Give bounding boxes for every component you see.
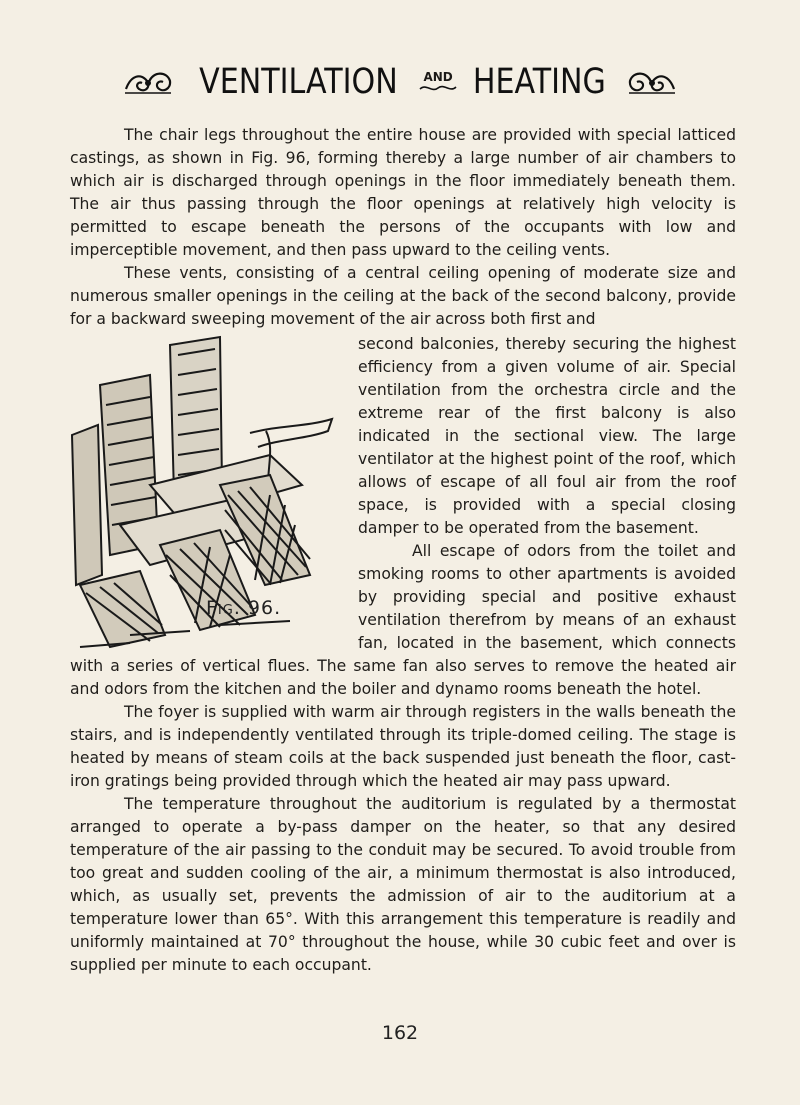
body-text-top xyxy=(70,124,736,331)
paragraph-2: These vents, consisting of a central ceiling opening of moderate size and numerous smaller openings in the ceiling at the back of the second balcony, provide for a backward sweeping movement of the air across both first and xyxy=(70,264,736,328)
paragraph-3: second balconies, thereby securing the highest efficiency from a given volume of air. Special ventilation from the orchestra circle and the extreme rear of the first balcony is also indicated in the sectional view. The large ventilator at the highest point of the roof, which allows of escape of all foul air from the roof space, is provided with a special closing damper to be operated from the basement. xyxy=(358,335,736,537)
page-header xyxy=(120,58,680,106)
figure-caption: Fig. 96. xyxy=(206,597,282,619)
paragraph-4: All escape of odors from the toilet and smoking rooms to other apartments is avoided by providing special and positive exhaust ventilation therefrom by means of an exhaust fan, located in the basement, which connects with a series of vertical flues. The same fan also serves to remove the heated air and odors from the kitchen and the boiler and dynamo rooms beneath the hotel. xyxy=(70,542,736,698)
paragraph-5: The foyer is supplied with warm air through registers in the walls beneath the stairs, and is independently ventilated through its triple-domed ceiling. The stage is heated by means of steam coils at the back suspended just beneath the floor, cast-iron gratings being provided through which the heated air may pass upward. xyxy=(70,703,736,790)
page-number: 162 xyxy=(381,1022,419,1044)
paragraph-6: The temperature throughout the auditorium is regulated by a thermostat arranged to operate a by-pass damper on the heater, so that any desired temperature of the air passing to the conduit may be secured. To avoid trouble from too great and sudden cooling of the air, a minimum thermostat is also introduced, which, as usually set, prevents the admission of air to the auditorium at a temperature lower than 65°. With this arrangement this temperature is readily and uniformly maintained at 70° throughout the house, while 30 cubic feet and over is supplied per minute to each occupant. xyxy=(70,795,736,974)
floral-ornament-icon xyxy=(123,67,173,97)
and-text: AND xyxy=(423,70,453,84)
figure-96 xyxy=(70,335,348,650)
paragraph-1: The chair legs throughout the entire house are provided with special latticed castings, as shown in Fig. 96, forming thereby a large number of air chambers to which air is discharged through openings in the floor immediately beneath them. The air thus passing through the floor openings at relatively high velocity is permitted to escape beneath the persons of the occupants with low and imperceptible movement, and then pass upward to the ceiling vents. xyxy=(70,126,736,259)
floral-ornament-icon xyxy=(627,67,677,97)
body-text-main xyxy=(70,333,736,977)
header-title-left: VENTILATION xyxy=(199,62,398,102)
header-title-right: HEATING xyxy=(472,62,606,102)
header-title-and xyxy=(418,71,458,93)
scroll-flourish-icon xyxy=(418,83,458,93)
